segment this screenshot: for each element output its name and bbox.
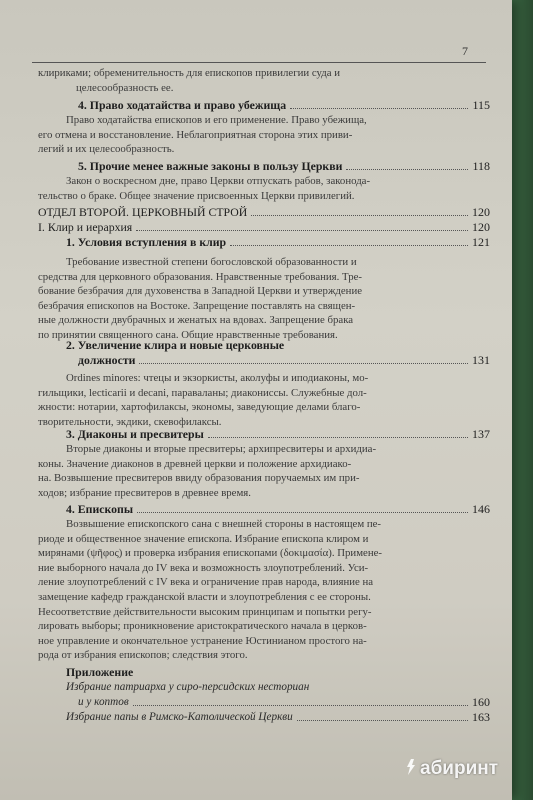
labyrinth-logo-icon xyxy=(404,757,418,777)
toc-entry-part1[interactable] xyxy=(38,220,490,235)
desc-line: Возвышение епископского сана с внешней стороны в настоящем пе- xyxy=(66,518,382,530)
desc-line: тельство о браке. Общее значение присвоенных Церкви привилегий. xyxy=(38,189,355,202)
toc-entry-c4[interactable] xyxy=(38,502,490,663)
entry-page: 118 xyxy=(472,159,490,173)
desc-line: клириками; обременительность для епископов привилегии суда и xyxy=(38,67,341,79)
appendix-entry-2[interactable] xyxy=(38,710,490,725)
desc-line: мирянами (ψῆφος) и проверка избрания епископами (δοκιμασία). Примене- xyxy=(38,547,382,560)
dot-leader xyxy=(136,230,468,231)
toc-entry-s4[interactable] xyxy=(38,98,490,157)
dot-leader xyxy=(251,215,468,216)
entry-title: 1. Условия вступления в клир xyxy=(66,235,227,249)
dot-leader xyxy=(297,720,468,721)
header-rule xyxy=(32,62,486,63)
entry-page: 163 xyxy=(472,710,490,724)
desc-line: ходов; избрание пресвитеров в древнее время. xyxy=(38,486,251,499)
appendix xyxy=(38,665,490,725)
entry-page: 120 xyxy=(472,220,490,234)
desc-line: средства для церковного образования. Нравственные требования. Тре- xyxy=(38,270,363,283)
appendix-heading: Приложение xyxy=(66,665,134,679)
entry-title: Избрание патриарха у сиро-персидских несториан xyxy=(66,681,310,693)
desc-line: ные должности двубрачных и женатых на вдовах. Запрещение брака xyxy=(38,314,354,327)
desc-line: бование безбрачия для духовенства в Западной Церкви и утверждение xyxy=(38,285,363,298)
entry-page: 121 xyxy=(472,235,490,249)
intro-continuation xyxy=(38,66,490,95)
dot-leader xyxy=(290,108,468,109)
entry-title-cont: и у коптов xyxy=(78,696,129,708)
entry-title: 5. Прочие менее важные законы в пользу Церкви xyxy=(78,159,343,173)
desc-line: коны. Значение диаконов в древней церкви и положение архидиако- xyxy=(38,457,352,470)
toc-entry-c3[interactable] xyxy=(38,427,490,500)
dot-leader xyxy=(346,169,468,170)
desc-line: Вторые диаконы и вторые пресвитеры; архипресвитеры и архидиа- xyxy=(66,443,377,455)
desc-line: его отмена и восстановление. Неблагоприятная сторона этих приви- xyxy=(38,128,353,141)
toc-entry-c2[interactable] xyxy=(38,338,490,429)
desc-line: риоде и общественное значение епископа. Избрание епископа клиром и xyxy=(38,532,369,545)
entry-title: 3. Диаконы и пресвитеры xyxy=(66,427,204,441)
desc-line: легий и их целесообразность. xyxy=(38,143,175,156)
desc-line: по принятии священного сана. Общие нравственные требования. xyxy=(38,328,338,341)
toc-entry-s5[interactable] xyxy=(38,159,490,203)
entry-title: 4. Право ходатайства и право убежища xyxy=(78,98,287,112)
desc-line: гильщики, lecticarii и decani, параваланы; диакониссы. Служебные дол- xyxy=(38,386,367,399)
page-number: 7 xyxy=(462,44,468,58)
toc-entry-otdel[interactable] xyxy=(38,205,490,220)
entry-page: 120 xyxy=(472,205,490,219)
desc-line: Право ходатайства епископов и его применение. Право убежища, xyxy=(66,114,367,126)
entry-title: 4. Епископы xyxy=(66,502,134,516)
dot-leader xyxy=(133,705,468,706)
desc-line: на. Возвышение пресвитеров ввиду образования поручаемых им при- xyxy=(38,472,360,485)
appendix-entry-1[interactable] xyxy=(38,680,490,695)
desc-line: ние выборного начала до IV века и возможность злоупотреблений. Уси- xyxy=(38,561,369,574)
desc-line: ное управление и окончательное устранение Юстинианом простого на- xyxy=(38,634,367,647)
dot-leader xyxy=(208,437,468,438)
entry-title: ОТДЕЛ ВТОРОЙ. ЦЕРКОВНЫЙ СТРОЙ xyxy=(38,205,248,219)
book-cover-edge xyxy=(511,0,533,800)
dot-leader xyxy=(230,245,468,246)
entry-title: 2. Увеличение клира и новые церковные xyxy=(66,338,285,352)
dot-leader xyxy=(137,512,468,513)
desc-line: Ordines minores: чтецы и экзоркисты, аколуфы и иподиаконы, мо- xyxy=(66,372,369,384)
entry-page: 137 xyxy=(472,427,490,441)
toc-entry-c1[interactable] xyxy=(38,235,490,343)
desc-line: рода от избрания епископов; следствия этого. xyxy=(38,649,248,662)
entry-page: 115 xyxy=(472,98,490,112)
entry-page: 146 xyxy=(472,502,490,516)
desc-line: Закон о воскресном дне, право Церкви отпускать рабов, законода- xyxy=(66,175,371,187)
entry-page: 131 xyxy=(472,353,490,367)
desc-line: замещение кафедр гражданской власти и злоупотребления с ее стороны. xyxy=(38,590,371,603)
desc-line: творительности, экдики, скевофилаксы. xyxy=(38,415,222,428)
desc-line: Несоответствие действительности высоким принципам и попытки регу- xyxy=(38,605,372,618)
entry-page: 160 xyxy=(472,695,490,709)
desc-line: лировать выборы; проникновение аристократического начала в церков- xyxy=(38,620,367,633)
entry-title-cont: должности xyxy=(78,353,136,367)
dot-leader xyxy=(139,363,468,364)
entry-title: Избрание папы в Римско-Католической Церкви xyxy=(66,711,293,723)
desc-line: жности: нотарии, хартофилаксы, экономы, заведующие делами благо- xyxy=(38,401,361,414)
desc-line: ление злоупотреблений с IV века и ограничение прав народа, влияние на xyxy=(38,576,374,589)
entry-title: I. Клир и иерархия xyxy=(38,220,133,234)
desc-line: целесообразность ее. xyxy=(76,81,174,94)
desc-line: Требование известной степени богословской образованности и xyxy=(66,256,357,268)
desc-line: безбрачия епископов на Востоке. Запрещение поставлять на священ- xyxy=(38,299,356,312)
watermark: абиринт xyxy=(420,758,499,779)
